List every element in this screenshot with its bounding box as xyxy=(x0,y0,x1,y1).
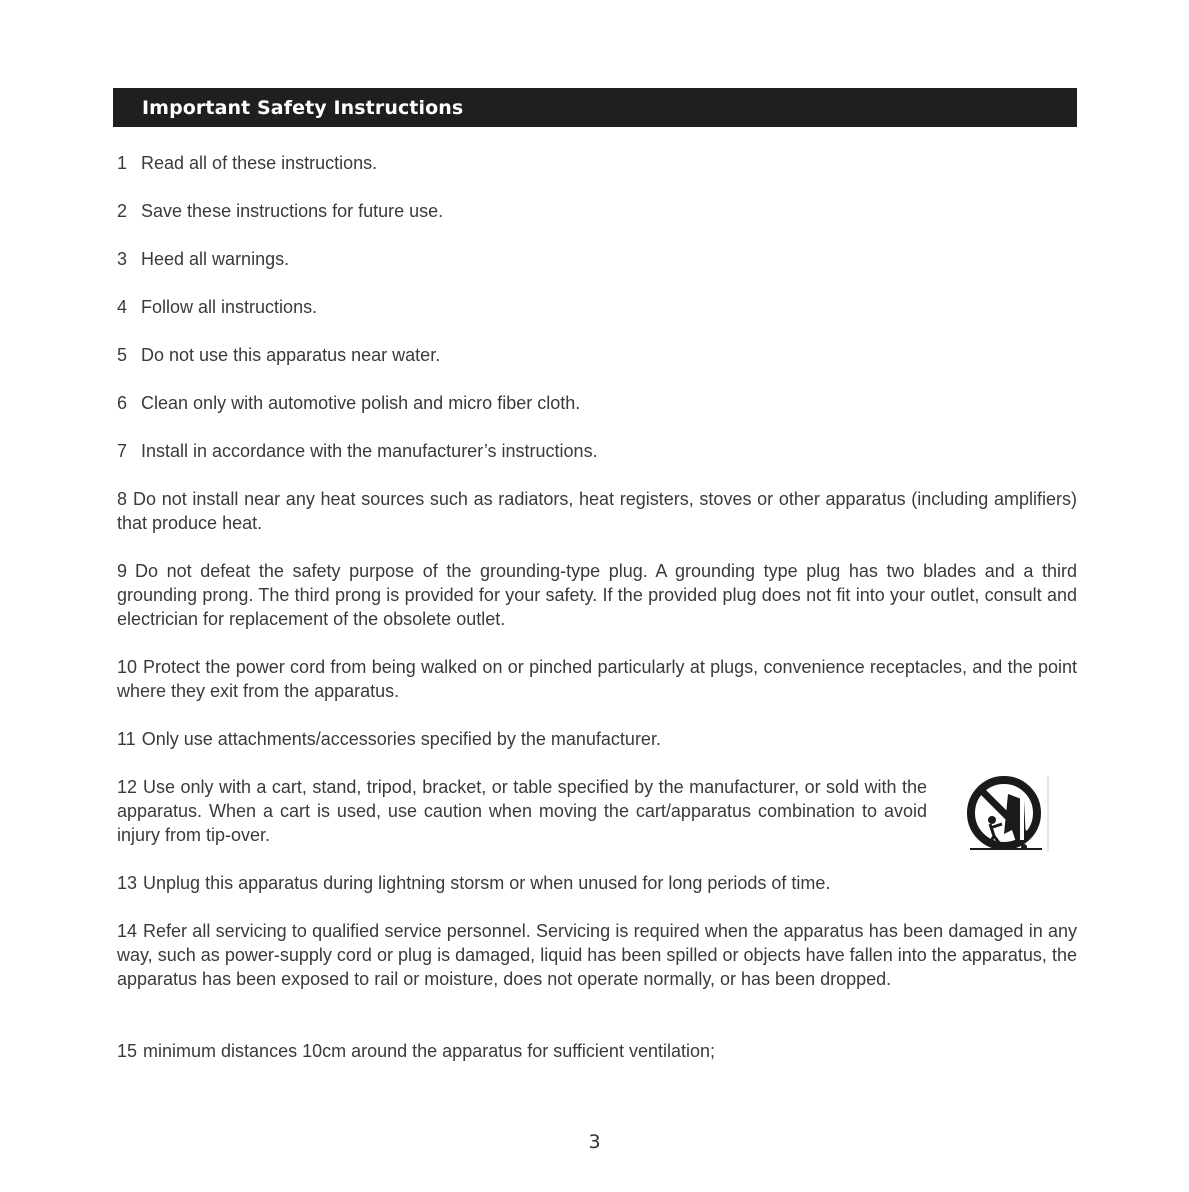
instruction-item-8 xyxy=(117,487,1077,535)
item-text: Heed all warnings. xyxy=(141,249,290,269)
item-number: 1 xyxy=(117,153,128,173)
item-number: 3 xyxy=(117,249,128,269)
item-text: Do not defeat the safety purpose of the grounding-type plug. A grounding type plug has two blades and a third grounding prong. The third prong is provided for your safety. If the provided plug does not fit into your outlet, consult and electrician for replacement of the obsolete outlet. xyxy=(117,561,1077,629)
instruction-item-13 xyxy=(117,871,1077,895)
instruction-item-2 xyxy=(117,199,1077,223)
item-number: 4 xyxy=(117,297,128,317)
item-number: 8 xyxy=(117,489,128,509)
item-number: 6 xyxy=(117,393,128,413)
instruction-item-10 xyxy=(117,655,1077,703)
instruction-item-3 xyxy=(117,247,1077,271)
item-number: 12 xyxy=(117,777,138,797)
page-number: 3 xyxy=(588,1131,601,1153)
item-number: 7 xyxy=(117,441,128,461)
instruction-item-11 xyxy=(117,727,1077,751)
item-text: Refer all servicing to qualified service personnel. Servicing is required when the apparatus has been damaged in any way, such as power-supply cord or plug is damaged, liquid has been spilled or objects have fallen into the apparatus, the apparatus has been exposed to rail or moisture, does not operate normally, or has been dropped. xyxy=(117,921,1077,989)
instruction-item-5 xyxy=(117,343,1077,367)
item-text: Install in accordance with the manufacturer’s instructions. xyxy=(141,441,598,461)
item-text: minimum distances 10cm around the apparatus for sufficient ventilation; xyxy=(143,1041,715,1061)
instruction-item-15 xyxy=(117,1039,1077,1063)
instruction-item-14 xyxy=(117,919,1077,991)
item-text: Follow all instructions. xyxy=(141,297,318,317)
section-title: Important Safety Instructions xyxy=(142,96,464,119)
instruction-item-9 xyxy=(117,559,1077,631)
cart-tip-over-warning-icon xyxy=(962,774,1050,856)
instruction-item-6 xyxy=(117,391,1077,415)
instruction-item-12 xyxy=(117,775,927,847)
item-number: 13 xyxy=(117,873,138,893)
item-number: 15 xyxy=(117,1041,138,1061)
instruction-item-1 xyxy=(117,151,1077,175)
item-text: Save these instructions for future use. xyxy=(141,201,444,221)
instruction-item-7 xyxy=(117,439,1077,463)
item-number: 10 xyxy=(117,657,138,677)
item-number: 9 xyxy=(117,561,128,581)
item-text: Only use attachments/accessories specified by the manufacturer. xyxy=(141,729,661,749)
item-text: Clean only with automotive polish and micro fiber cloth. xyxy=(141,393,581,413)
item-text: Do not install near any heat sources such as radiators, heat registers, stoves or other apparatus (including amplifiers) that produce heat. xyxy=(117,489,1077,533)
item-text: Protect the power cord from being walked on or pinched particularly at plugs, convenience receptacles, and the point where they exit from the apparatus. xyxy=(117,657,1077,701)
item-number: 2 xyxy=(117,201,128,221)
item-text: Do not use this apparatus near water. xyxy=(141,345,441,365)
item-number: 5 xyxy=(117,345,128,365)
instruction-item-4 xyxy=(117,295,1077,319)
item-text: Read all of these instructions. xyxy=(141,153,378,173)
item-text: Use only with a cart, stand, tripod, bracket, or table specified by the manufacturer, or sold with the apparatus. When a cart is used, use caution when moving the cart/apparatus combination to avoid injury from tip-over. xyxy=(117,777,927,845)
section-header-bar xyxy=(113,88,1077,127)
item-text: Unplug this apparatus during lightning storsm or when unused for long periods of time. xyxy=(143,873,831,893)
item-number: 14 xyxy=(117,921,138,941)
item-number: 11 xyxy=(117,729,136,749)
